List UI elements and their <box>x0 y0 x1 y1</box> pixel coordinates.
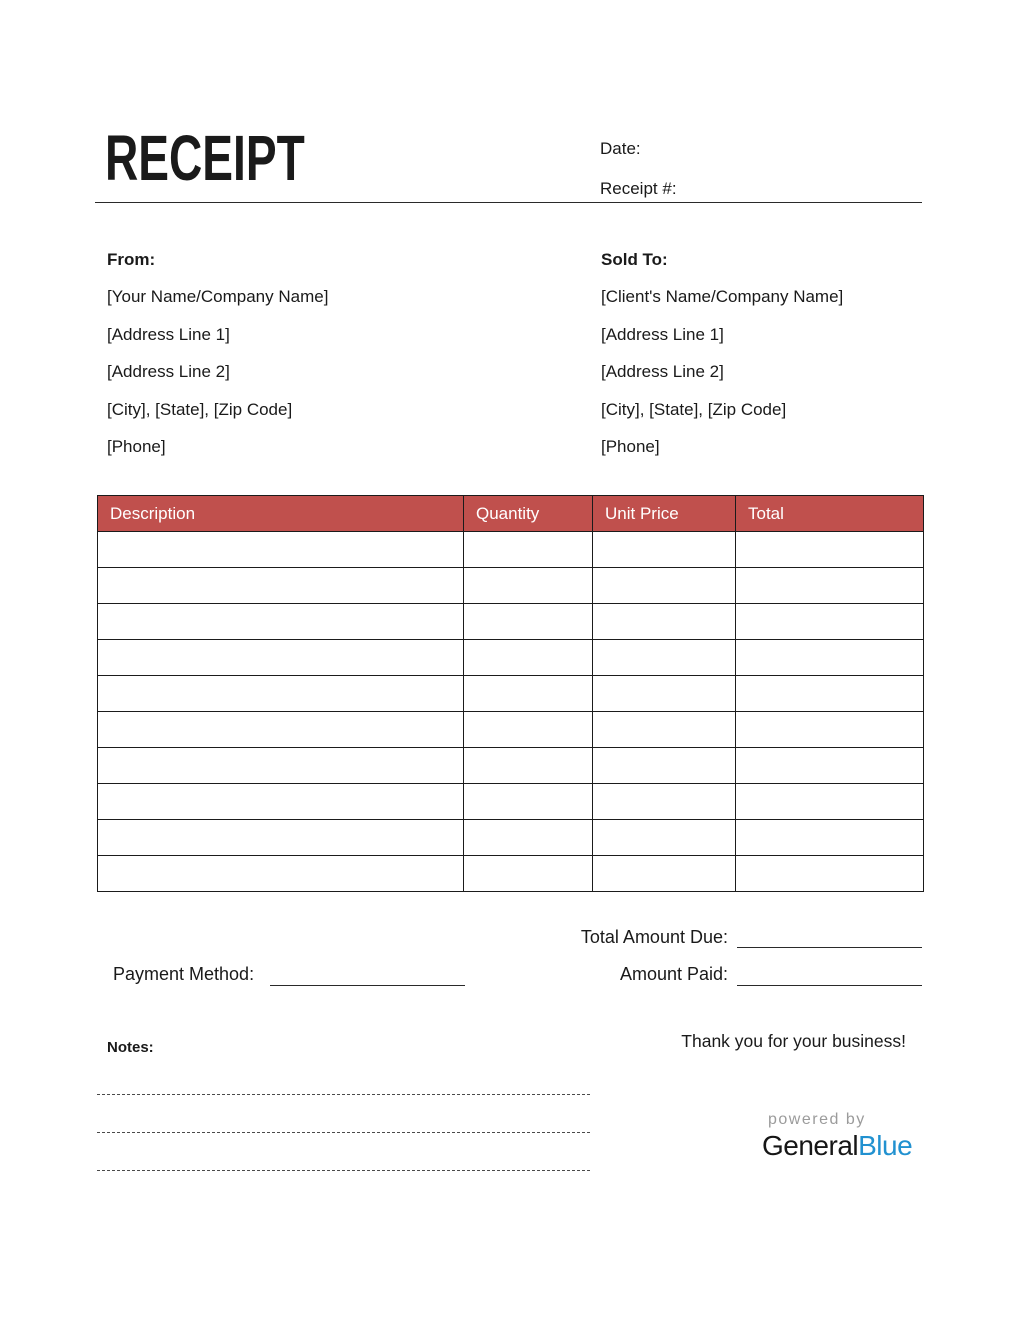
thank-you-message: Thank you for your business! <box>681 1031 906 1051</box>
from-name: [Your Name/Company Name] <box>107 287 329 307</box>
from-phone: [Phone] <box>107 437 166 457</box>
date-label: Date: <box>600 139 641 158</box>
total-amount-due-field <box>737 928 922 948</box>
table-cell <box>464 568 593 604</box>
powered-by-text: powered by <box>768 1111 866 1128</box>
sold-to-city-state-zip: [City], [State], [Zip Code] <box>601 399 787 419</box>
table-row <box>98 568 924 604</box>
amount-paid-label: Amount Paid: <box>619 964 728 984</box>
table-row <box>98 640 924 676</box>
table-cell <box>464 820 593 856</box>
receipt-number-label: Receipt #: <box>600 179 677 198</box>
table-cell <box>98 640 464 676</box>
table-cell <box>736 568 924 604</box>
table-cell <box>736 640 924 676</box>
column-header-description: Description <box>98 496 464 532</box>
table-cell <box>736 784 924 820</box>
table-cell <box>593 712 736 748</box>
table-row <box>98 676 924 712</box>
table-cell <box>593 568 736 604</box>
from-city-state-zip: [City], [State], [Zip Code] <box>107 399 293 419</box>
table-row <box>98 604 924 640</box>
table-cell <box>98 568 464 604</box>
total-amount-due-label: Total Amount Due: <box>580 927 728 947</box>
table-cell <box>736 604 924 640</box>
table-row <box>98 856 924 892</box>
table-cell <box>736 748 924 784</box>
table-row <box>98 532 924 568</box>
table-cell <box>98 856 464 892</box>
table-row <box>98 712 924 748</box>
table-cell <box>464 856 593 892</box>
table-cell <box>98 712 464 748</box>
from-address-1: [Address Line 1] <box>107 324 230 344</box>
items-table-header-row <box>98 496 924 532</box>
sold-to-phone: [Phone] <box>601 437 660 457</box>
table-cell <box>98 532 464 568</box>
brand-general-text: General <box>762 1130 859 1161</box>
notes-line <box>97 1113 590 1133</box>
table-cell <box>464 640 593 676</box>
notes-line <box>97 1075 590 1095</box>
column-header-unit-price: Unit Price <box>593 496 736 532</box>
items-table-body <box>98 532 924 892</box>
table-cell <box>593 784 736 820</box>
table-cell <box>98 676 464 712</box>
table-row <box>98 820 924 856</box>
sold-to-address-1: [Address Line 1] <box>601 324 724 344</box>
notes-line <box>97 1151 590 1171</box>
amount-paid-field <box>737 966 922 986</box>
general-blue-logo <box>762 1110 922 1162</box>
table-cell <box>98 784 464 820</box>
table-cell <box>98 820 464 856</box>
items-table <box>97 495 924 892</box>
table-cell <box>593 856 736 892</box>
table-row <box>98 784 924 820</box>
notes-label: Notes: <box>107 1039 154 1056</box>
table-cell <box>593 676 736 712</box>
sold-to-label: Sold To: <box>601 250 668 269</box>
table-cell <box>736 856 924 892</box>
table-cell <box>593 532 736 568</box>
table-cell <box>464 604 593 640</box>
sold-to-name: [Client's Name/Company Name] <box>601 287 844 307</box>
table-cell <box>736 820 924 856</box>
brand-blue-text: Blue <box>858 1130 913 1161</box>
column-header-quantity: Quantity <box>464 496 593 532</box>
table-row <box>98 748 924 784</box>
table-cell <box>464 676 593 712</box>
table-cell <box>593 748 736 784</box>
table-cell <box>736 712 924 748</box>
from-label: From: <box>107 250 156 269</box>
table-cell <box>736 532 924 568</box>
table-cell <box>98 604 464 640</box>
table-cell <box>593 640 736 676</box>
column-header-total: Total <box>736 496 924 532</box>
header-divider <box>95 202 922 203</box>
table-cell <box>593 604 736 640</box>
table-cell <box>736 676 924 712</box>
table-cell <box>464 712 593 748</box>
table-cell <box>593 820 736 856</box>
table-cell <box>464 532 593 568</box>
table-cell <box>464 748 593 784</box>
page-title: RECEIPT <box>105 122 305 194</box>
table-cell <box>464 784 593 820</box>
from-address-2: [Address Line 2] <box>107 362 230 382</box>
from-section <box>107 241 527 465</box>
sold-to-section <box>601 241 1020 465</box>
table-cell <box>98 748 464 784</box>
brand-name <box>762 1130 922 1162</box>
sold-to-address-2: [Address Line 2] <box>601 362 724 382</box>
payment-method-label: Payment Method: <box>113 964 255 984</box>
